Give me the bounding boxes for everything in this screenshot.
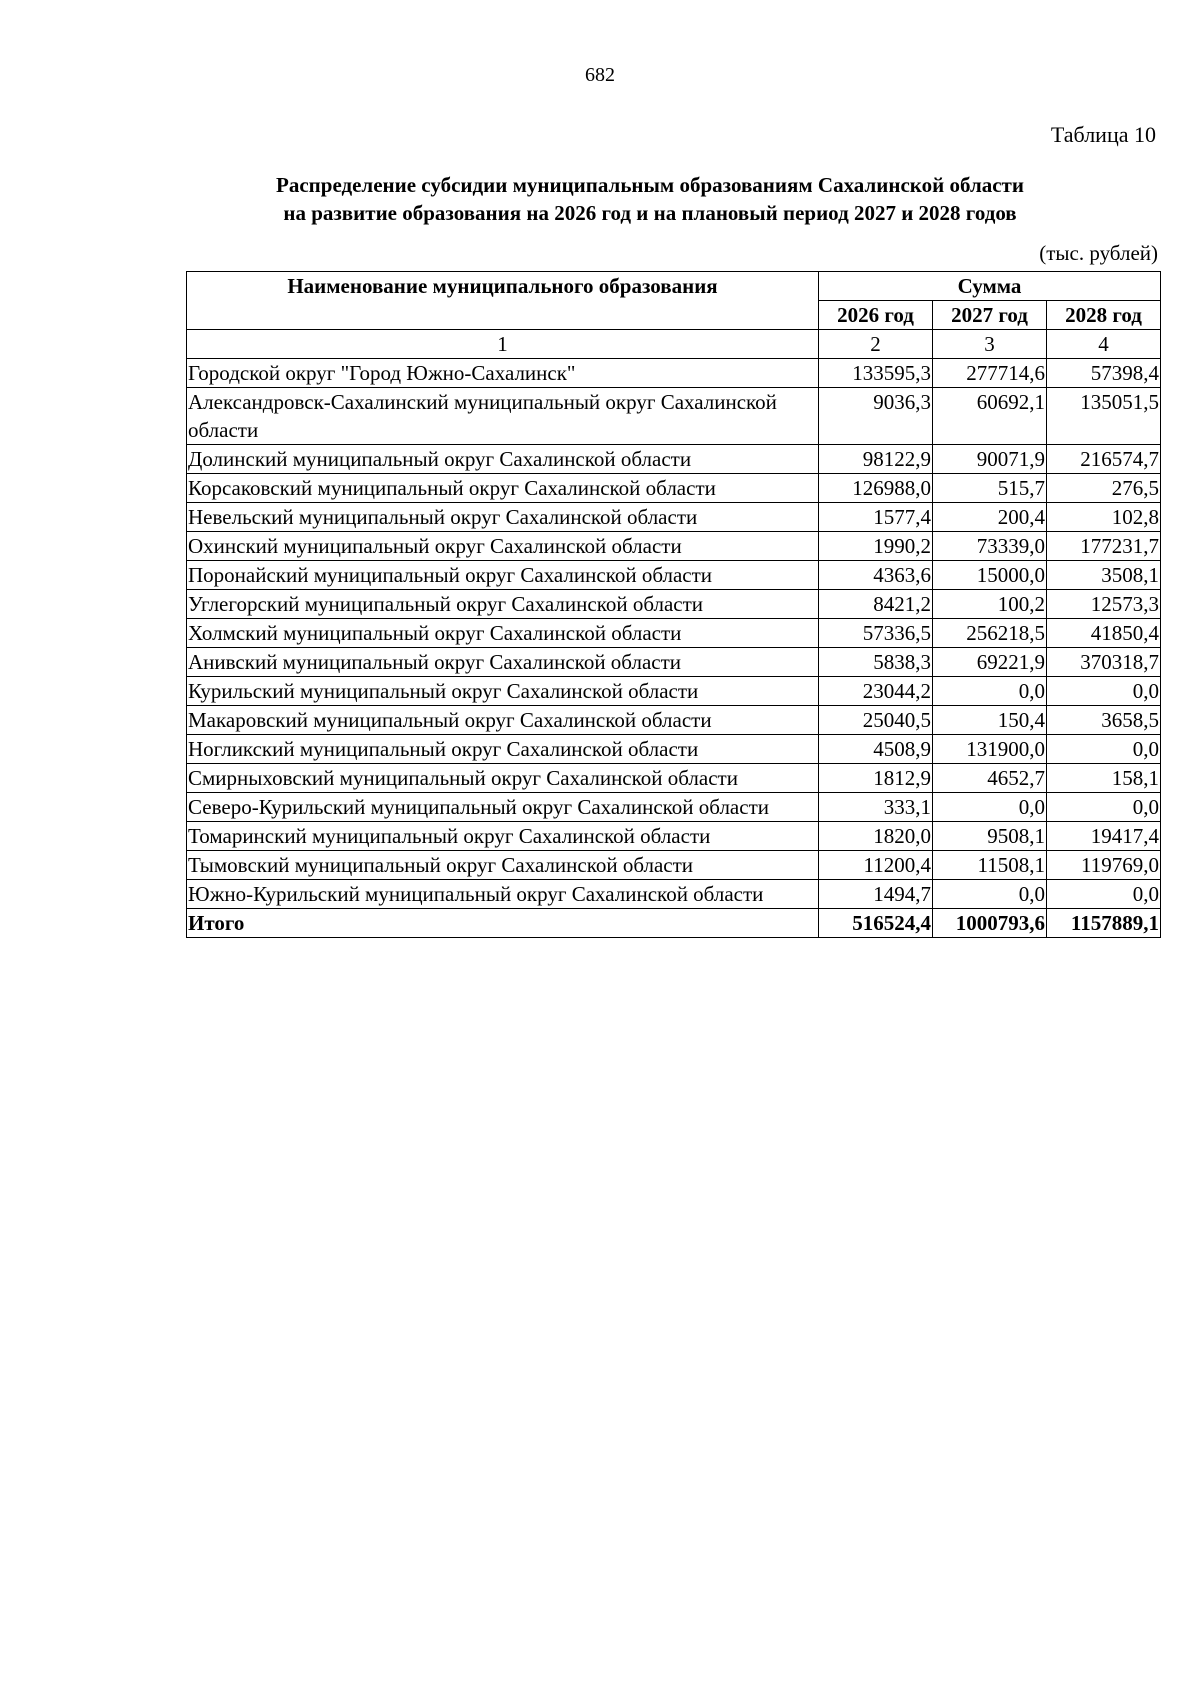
table-row [187,735,1161,764]
municipality-name: Александровск-Сахалинский муниципальный округ Сахалинской области [187,388,819,445]
amount-cell: 1990,2 [819,532,933,561]
amount-cell: 4508,9 [819,735,933,764]
amount-cell: 5838,3 [819,648,933,677]
amount-cell: 126988,0 [819,474,933,503]
amount-cell: 73339,0 [933,532,1047,561]
amount-cell: 9508,1 [933,822,1047,851]
table-row [187,503,1161,532]
header-year-2027: 2027 год [933,301,1047,330]
municipality-name: Макаровский муниципальный округ Сахалинской области [187,706,819,735]
table-row [187,880,1161,909]
municipality-name: Невельский муниципальный округ Сахалинской области [187,503,819,532]
table-row [187,648,1161,677]
municipality-name: Холмский муниципальный округ Сахалинской области [187,619,819,648]
title-line-1: Распределение субсидии муниципальным образованиям Сахалинской области [276,173,1024,197]
municipality-name: Поронайский муниципальный округ Сахалинской области [187,561,819,590]
amount-cell: 135051,5 [1047,388,1161,445]
total-amount: 516524,4 [819,909,933,938]
total-amount: 1000793,6 [933,909,1047,938]
table-row [187,619,1161,648]
total-row [187,909,1161,938]
amount-cell: 98122,9 [819,445,933,474]
amount-cell: 333,1 [819,793,933,822]
table-row [187,445,1161,474]
amount-cell: 23044,2 [819,677,933,706]
amount-cell: 0,0 [933,677,1047,706]
municipality-name: Городской округ "Город Южно-Сахалинск" [187,359,819,388]
amount-cell: 3658,5 [1047,706,1161,735]
municipality-name: Долинский муниципальный округ Сахалинской области [187,445,819,474]
amount-cell: 216574,7 [1047,445,1161,474]
municipality-name: Охинский муниципальный округ Сахалинской области [187,532,819,561]
column-index: 4 [1047,330,1161,359]
amount-cell: 8421,2 [819,590,933,619]
total-label: Итого [187,909,819,938]
amount-cell: 11508,1 [933,851,1047,880]
amount-cell: 57398,4 [1047,359,1161,388]
table-row [187,706,1161,735]
amount-cell: 0,0 [1047,735,1161,764]
title-line-2: на развитие образования на 2026 год и на плановый период 2027 и 2028 годов [283,201,1017,225]
amount-cell: 1494,7 [819,880,933,909]
amount-cell: 177231,7 [1047,532,1161,561]
amount-cell: 370318,7 [1047,648,1161,677]
amount-cell: 25040,5 [819,706,933,735]
table-row [187,561,1161,590]
amount-cell: 0,0 [1047,880,1161,909]
amount-cell: 0,0 [933,880,1047,909]
amount-cell: 90071,9 [933,445,1047,474]
amount-cell: 1812,9 [819,764,933,793]
column-index: 3 [933,330,1047,359]
amount-cell: 515,7 [933,474,1047,503]
table-body [187,359,1161,938]
amount-cell: 0,0 [1047,677,1161,706]
amount-cell: 41850,4 [1047,619,1161,648]
units-label: (тыс. рублей) [1039,241,1158,265]
amount-cell: 60692,1 [933,388,1047,445]
amount-cell: 102,8 [1047,503,1161,532]
municipality-name: Томаринский муниципальный округ Сахалинской области [187,822,819,851]
municipality-name: Смирныховский муниципальный округ Сахалинской области [187,764,819,793]
table-row [187,474,1161,503]
column-index: 1 [187,330,819,359]
amount-cell: 19417,4 [1047,822,1161,851]
page-number: 682 [585,64,615,86]
amount-cell: 0,0 [933,793,1047,822]
amount-cell: 256218,5 [933,619,1047,648]
header-name: Наименование муниципального образования [187,272,819,330]
amount-cell: 9036,3 [819,388,933,445]
amount-cell: 1577,4 [819,503,933,532]
table-label: Таблица 10 [1050,122,1156,147]
municipality-name: Тымовский муниципальный округ Сахалинской области [187,851,819,880]
header-year-2028: 2028 год [1047,301,1161,330]
amount-cell: 200,4 [933,503,1047,532]
municipality-name: Углегорский муниципальный округ Сахалинской области [187,590,819,619]
amount-cell: 11200,4 [819,851,933,880]
header-year-2026: 2026 год [819,301,933,330]
municipality-name: Курильский муниципальный округ Сахалинской области [187,677,819,706]
column-index: 2 [819,330,933,359]
table-row [187,677,1161,706]
table-row [187,388,1161,445]
amount-cell: 277714,6 [933,359,1047,388]
amount-cell: 133595,3 [819,359,933,388]
total-amount: 1157889,1 [1047,909,1161,938]
amount-cell: 12573,3 [1047,590,1161,619]
municipality-name: Ногликский муниципальный округ Сахалинской области [187,735,819,764]
amount-cell: 131900,0 [933,735,1047,764]
table-row [187,590,1161,619]
table-row [187,764,1161,793]
document-title [180,171,1120,227]
amount-cell: 57336,5 [819,619,933,648]
municipality-name: Южно-Курильский муниципальный округ Сахалинской области [187,880,819,909]
amount-cell: 15000,0 [933,561,1047,590]
amount-cell: 69221,9 [933,648,1047,677]
table-row [187,822,1161,851]
amount-cell: 276,5 [1047,474,1161,503]
table-row [187,532,1161,561]
municipality-name: Северо-Курильский муниципальный округ Сахалинской области [187,793,819,822]
table-row [187,793,1161,822]
municipality-name: Корсаковский муниципальный округ Сахалинской области [187,474,819,503]
subsidy-table [186,271,1161,938]
amount-cell: 158,1 [1047,764,1161,793]
amount-cell: 100,2 [933,590,1047,619]
header-sum: Сумма [819,272,1161,301]
municipality-name: Анивский муниципальный округ Сахалинской области [187,648,819,677]
amount-cell: 4652,7 [933,764,1047,793]
amount-cell: 1820,0 [819,822,933,851]
amount-cell: 150,4 [933,706,1047,735]
amount-cell: 0,0 [1047,793,1161,822]
amount-cell: 3508,1 [1047,561,1161,590]
amount-cell: 119769,0 [1047,851,1161,880]
table-row [187,359,1161,388]
amount-cell: 4363,6 [819,561,933,590]
table-row [187,851,1161,880]
